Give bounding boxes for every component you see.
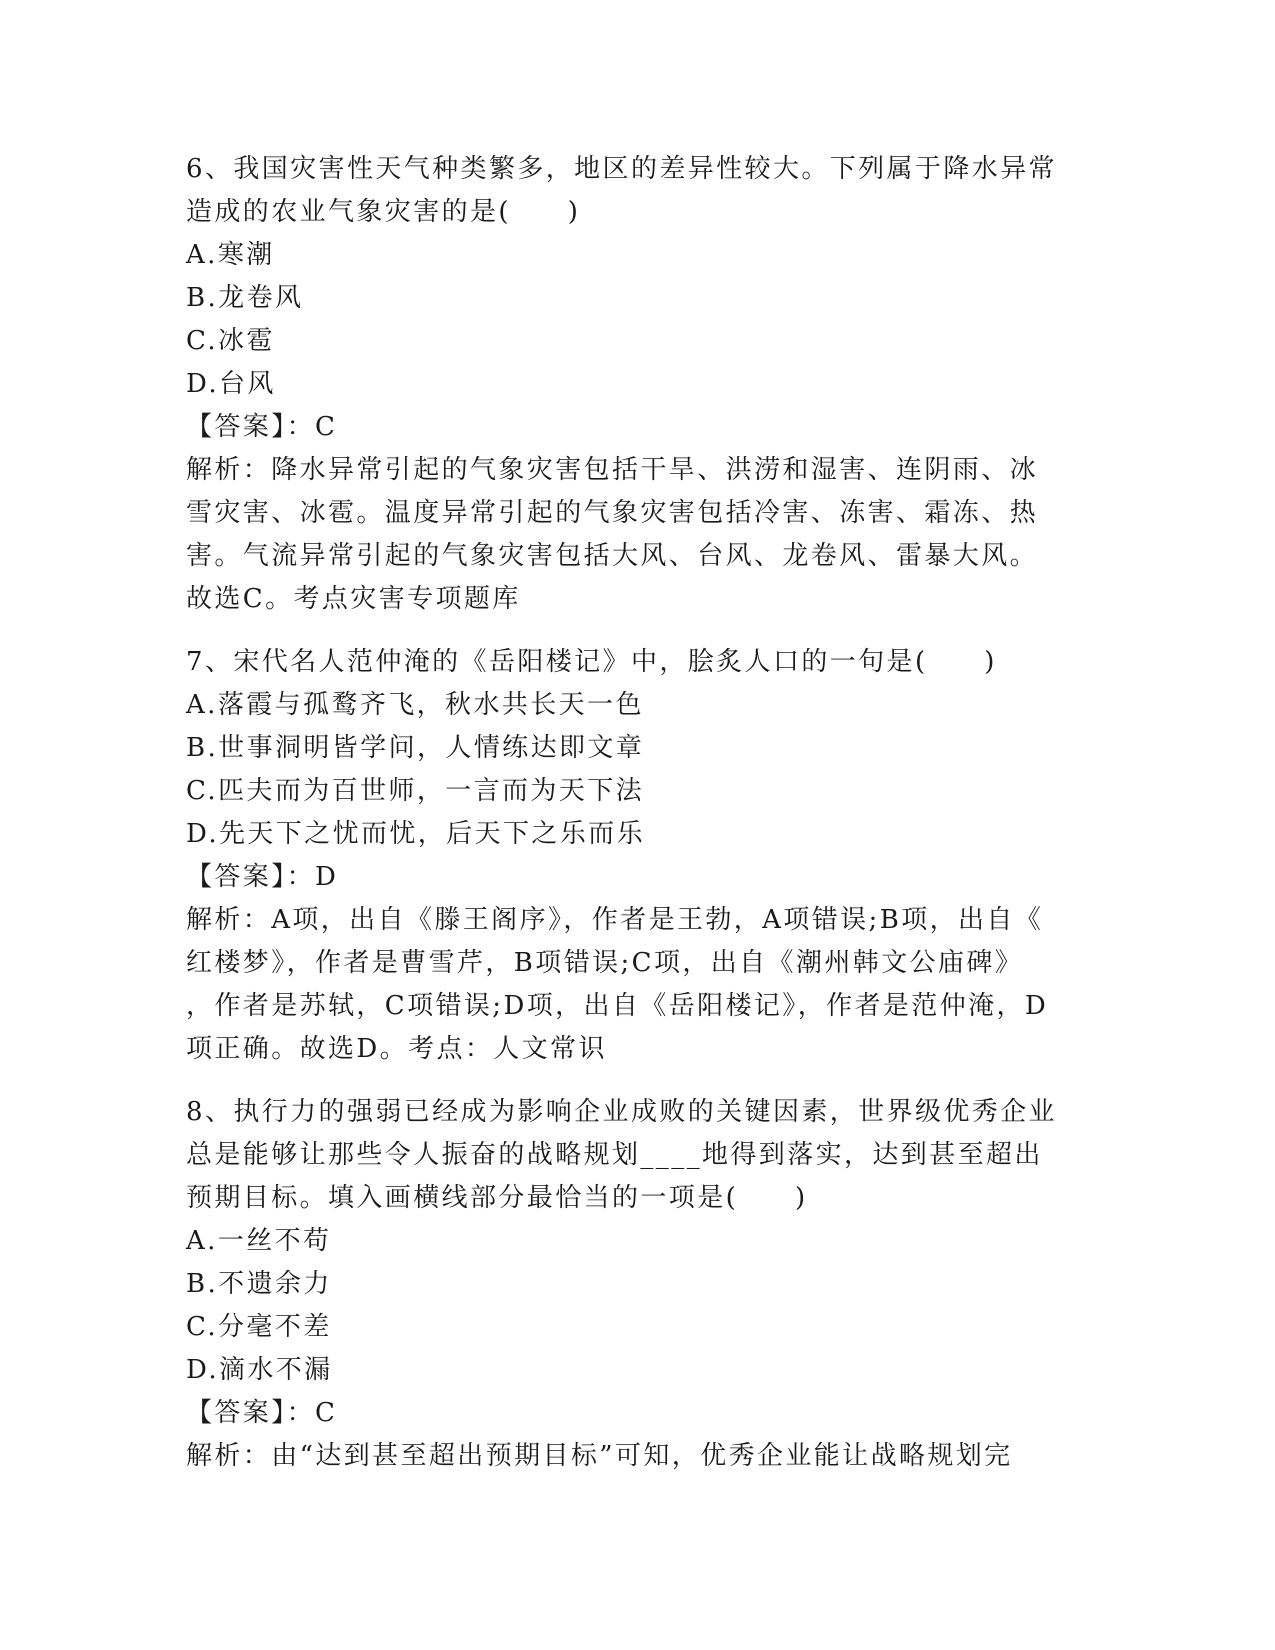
option-d: D.滴水不漏 (186, 1355, 333, 1385)
answer-line: 【答案】：C (186, 1398, 338, 1428)
analysis-line: 解析：降水异常引起的气象灾害包括干旱、洪涝和湿害、连阴雨、冰 (186, 455, 1039, 485)
option-a: A.寒潮 (186, 240, 275, 270)
option-a: A.一丝不苟 (186, 1226, 332, 1256)
analysis-line: 雪灾害、冰雹。温度异常引起的气象灾害包括冷害、冻害、霜冻、热 (186, 498, 1039, 528)
question-stem-line: 7、宋代名人范仲淹的《岳阳楼记》中，脍炙人口的一句是( ) (186, 647, 997, 677)
answer-line: 【答案】：D (186, 862, 339, 892)
analysis-line: 故选C。考点灾害专项题库 (186, 584, 521, 614)
option-b: B.不遗余力 (186, 1269, 332, 1299)
question-stem-line: 造成的农业气象灾害的是( ) (186, 197, 581, 227)
analysis-line: 害。气流异常引起的气象灾害包括大风、台风、龙卷风、雷暴大风。 (186, 541, 1039, 571)
option-d: D.先天下之忧而忧，后天下之乐而乐 (186, 819, 645, 849)
question-stem-line: 总是能够让那些令人振奋的战略规划____地得到落实，达到甚至超出 (186, 1140, 1043, 1170)
analysis-line: 项正确。故选D。考点：人文常识 (186, 1034, 607, 1064)
option-d: D.台风 (186, 369, 276, 399)
question-6 (186, 148, 1086, 621)
question-7 (186, 641, 1086, 1071)
question-stem-line: 8、执行力的强弱已经成为影响企业成败的关键因素，世界级优秀企业 (186, 1097, 1057, 1127)
answer-line: 【答案】：C (186, 412, 338, 442)
option-a: A.落霞与孤鹜齐飞，秋水共长天一色 (186, 690, 644, 720)
analysis-line: 解析：由“达到甚至超出预期目标”可知，优秀企业能让战略规划完 (186, 1441, 1013, 1471)
analysis-line: ，作者是苏轼，C项错误;D项，出自《岳阳楼记》，作者是范仲淹，D (186, 991, 1049, 1021)
document-page (186, 148, 1086, 1478)
analysis (186, 899, 1086, 1071)
option-b: B.世事洞明皆学问，人情练达即文章 (186, 733, 645, 763)
option-c: C.分毫不差 (186, 1312, 332, 1342)
analysis-line: 解析：A项，出自《滕王阁序》，作者是王勃，A项错误;B项，出自《 (186, 905, 1044, 935)
option-c: C.匹夫而为百世师，一言而为天下法 (186, 776, 645, 806)
analysis-line: 红楼梦》，作者是曹雪芹，B项错误;C项，出自《潮州韩文公庙碑》 (186, 948, 1024, 978)
option-b: B.龙卷风 (186, 283, 304, 313)
question-8 (186, 1091, 1086, 1478)
analysis (186, 449, 1086, 621)
question-stem-line: 6、我国灾害性天气种类繁多，地区的差异性较大。下列属于降水异常 (186, 154, 1057, 184)
option-c: C.冰雹 (186, 326, 275, 356)
question-stem-line: 预期目标。填入画横线部分最恰当的一项是( ) (186, 1183, 808, 1213)
analysis (186, 1435, 1086, 1478)
